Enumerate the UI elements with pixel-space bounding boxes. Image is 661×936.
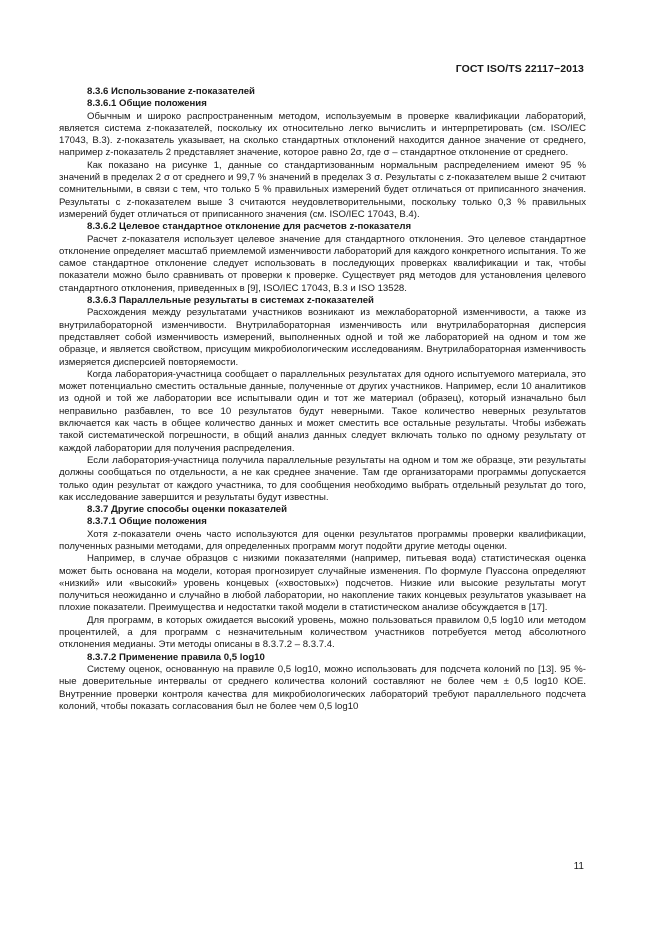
section-heading: 8.3.6.2 Целевое стандартное отклонение для расчетов z-показателя (87, 221, 412, 233)
body-paragraph: Если лаборатория-участница получила параллельные результаты на одном и том же образце, эти результаты должны сообщаться по отдельности, а не как среднее значение. Там где организаторами программы допускается только один результат от каждого участника, то для сообщения необходимо выбрать отдельный результат до того, как исследование завершится и результаты будут известны. (59, 454, 586, 503)
body-paragraph: Расхождения между результатами участников возникают из межлабораторной изменчивости, а также из внутрилабораторной изменчивости. Внутрилабораторная изменчивость или внутрилабораторная дисперсия представляет собой изменчивость измерений, выполненных одной и той же лабораторией на одном и том же образце, и является свойством, присущим микробиологическим исследованиям. Внутрилабораторная изменчивость измеряется дисперсией повторяемости. (59, 307, 586, 368)
page-number: 11 (573, 861, 584, 872)
body-paragraph: Систему оценок, основанную на правиле 0,5 log10, можно использовать для подсчета колоний по [13]. 95 %-ные доверительные интервалы от среднего количества колоний составляют не более чем ± 0,5 log10 КОЕ. Внутренние проверки контроля качества для микробиологических лабораторий требуют параллельного подсчета колоний, чтобы показать согласования был не более чем 0,5 log10 (59, 663, 586, 712)
section-heading: 8.3.7.1 Общие положения (87, 516, 207, 528)
body-paragraph: Как показано на рисунке 1, данные со стандартизованным нормальным распределением имеют 95 % значений в пределах 2 σ от среднего и 99,7 % значений в пределах 3 σ. Результаты с z-показателем выше 2 считают сомнительными, в связи с тем, что только 5 % правильных измерений будет отличаться от приписанного значения. Результаты с z-показателем выше 3 считаются неудовлетворительными, поскольку только 0,3 % правильных измерений будет отличаться от приписанного значения (см. ISO/IEC 17043, B.4). (59, 159, 586, 220)
document-code-header: ГОСТ ISO/TS 22117−2013 (455, 63, 584, 75)
section-heading: 8.3.7.2 Применение правила 0,5 log10 (87, 651, 265, 663)
body-paragraph: Обычным и широко распространенным методом, используемым в проверке квалификации лабораторий, является система z-показателей, поскольку их относительно легко вычислить и интерпретировать (см. ISO/IEC 17043, B.3). z-показатель указывает, на сколько стандартных отклонений находится данное значение от среднего, например z-показатель 2 представляет значение, которое равно 2σ, где σ – стандартное отклонение от среднего. (59, 110, 586, 159)
section-heading: 8.3.6.3 Параллельные результаты в системах z-показателей (87, 295, 374, 307)
body-paragraph: Когда лаборатория-участница сообщает о параллельных результатах для одного испытуемого материала, это может потенциально сместить остальные данные, полученные от других участников. Например, если 10 аналитиков из одной и той же лаборатории все испытывали один и тот же материал (образец), который изначально был неправильно разбавлен, то все 10 результатов будут неверными. Такое количество неверных результатов включается как часть в общее количество данных и может сместить все остальные результаты. Чтобы избежать такой систематической погрешности, в общий анализ данных следует включать только по одному результату от каждой лаборатории для получения распределения. (59, 368, 586, 454)
body-paragraph: Для программ, в которых ожидается высокий уровень, можно пользоваться правилом 0,5 log10 или методом процентилей, а для программ с незначительным количеством участников потребуется метод абсолютного отклонения медианы. Эти методы описаны в 8.3.7.2 – 8.3.7.4. (59, 614, 586, 651)
body-paragraph: Расчет z-показателя использует целевое значение для стандартного отклонения. Это целевое стандартное отклонение определяет масштаб приемлемой изменчивости лабораторий для каждого конкретного испытания. То же самое стандартное отклонение следует использовать в последующих проверках квалификации и так, чтобы показатели можно было сравнивать от проверки к проверке. Существует ряд методов для установления целевого стандартного отклонения, приведенных в [9], ISO/IEC 17043, B.3 и ISO 13528. (59, 233, 586, 294)
section-heading: 8.3.6.1 Общие положения (87, 98, 207, 110)
section-heading: 8.3.6 Использование z-показателей (87, 86, 255, 97)
section-heading: 8.3.7 Другие способы оценки показателей (87, 504, 288, 516)
body-paragraph: Например, в случае образцов с низкими показателями (например, питьевая вода) статистическая оценка может быть основана на модели, которая прогнозирует случайные изменения. По формуле Пуассона определяют «низкий» или «высокий» уровень концевых («хвостовых») подсчетов. Низкие или высокие результаты могут получиться неожиданно и случайно в любой лаборатории, но накопление таких концевых результатов указывает на плохие показатели. Преимущества и недостатки такой модели в статистическом анализе обсуждается в [17]. (59, 553, 586, 614)
body-paragraph: Хотя z-показатели очень часто используются для оценки результатов программы проверки квалификации, полученных разными методами, для определенных программ могут подойти другие методы оценки. (59, 528, 586, 552)
document-body (59, 86, 586, 713)
